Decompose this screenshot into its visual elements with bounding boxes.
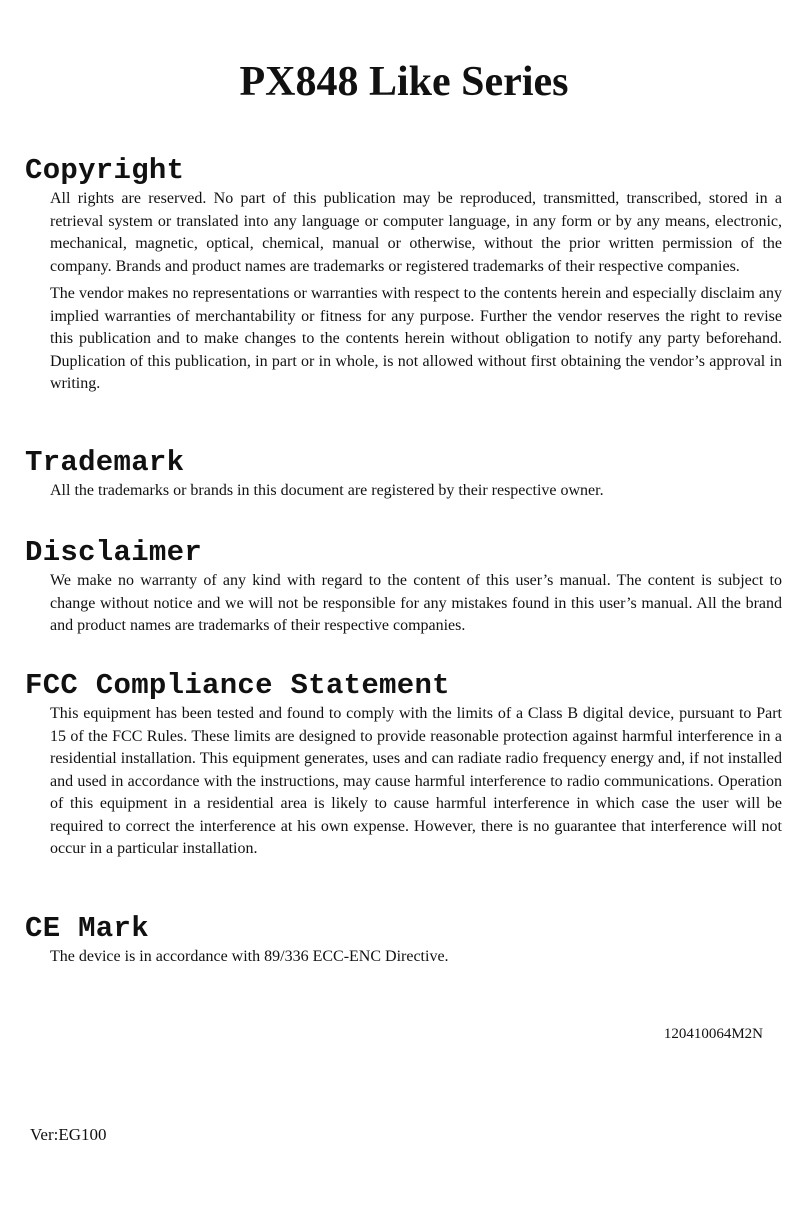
copyright-paragraph-2: The vendor makes no representations or warranties with respect to the contents herein and especially disclaim any implied warranties of merchantability or fitness for any purpose. Further the vendor reserves the right to revise this publication and to make changes to the contents herein without obligation to notify any party beforehand. Duplication of this publication, in part or in whole, is not allowed without first obtaining the vendor’s approval in writing.	[50, 285, 782, 392]
fcc-paragraph: This equipment has been tested and found to comply with the limits of a Class B digital device, pursuant to Part 15 of the FCC Rules. These limits are designed to provide reasonable protection against harmful interference in a residential installation. This equipment generates, uses and can radiate radio frequency energy and, if not installed and used in accordance with the instructions, may cause harmful interference to radio communications. Operation of this equipment in a residential area is likely to cause harmful interference in which case the user will be required to correct the interference at his own expense. However, there is no guarantee that interference will not occur in a particular installation.	[50, 705, 782, 857]
section-copyright	[0, 154, 808, 396]
section-heading-fcc: FCC Compliance Statement	[25, 669, 450, 702]
page-title: PX848 Like Series	[239, 59, 569, 105]
copyright-paragraph-1: All rights are reserved. No part of this publication may be reproduced, transmitted, transcribed, stored in a retrieval system or translated into any language or computer language, in any form or by any means, electronic, mechanical, magnetic, optical, chemical, manual or otherwise, without the prior written permission of the company. Brands and product names are trademarks or registered trademarks of their respective companies.	[50, 190, 782, 275]
section-fcc-compliance	[0, 669, 808, 861]
section-ce-mark	[0, 912, 808, 969]
document-number: 120410064M2N	[663, 1026, 763, 1042]
section-trademark	[0, 446, 808, 503]
version-label: Ver:EG100	[30, 1125, 107, 1144]
section-heading-disclaimer: Disclaimer	[25, 536, 203, 569]
section-disclaimer	[0, 536, 808, 638]
trademark-paragraph: All the trademarks or brands in this document are registered by their respective owner.	[50, 482, 604, 499]
section-heading-copyright: Copyright	[25, 154, 185, 187]
section-heading-ce-mark: CE Mark	[25, 912, 149, 945]
section-heading-trademark: Trademark	[25, 446, 185, 479]
ce-mark-paragraph: The device is in accordance with 89/336 ECC-ENC Directive.	[50, 948, 449, 965]
disclaimer-paragraph: We make no warranty of any kind with regard to the content of this user’s manual. The content is subject to change without notice and we will not be responsible for any mistakes found in this user’s manual. All the brand and product names are trademarks of their respective companies.	[50, 572, 782, 634]
